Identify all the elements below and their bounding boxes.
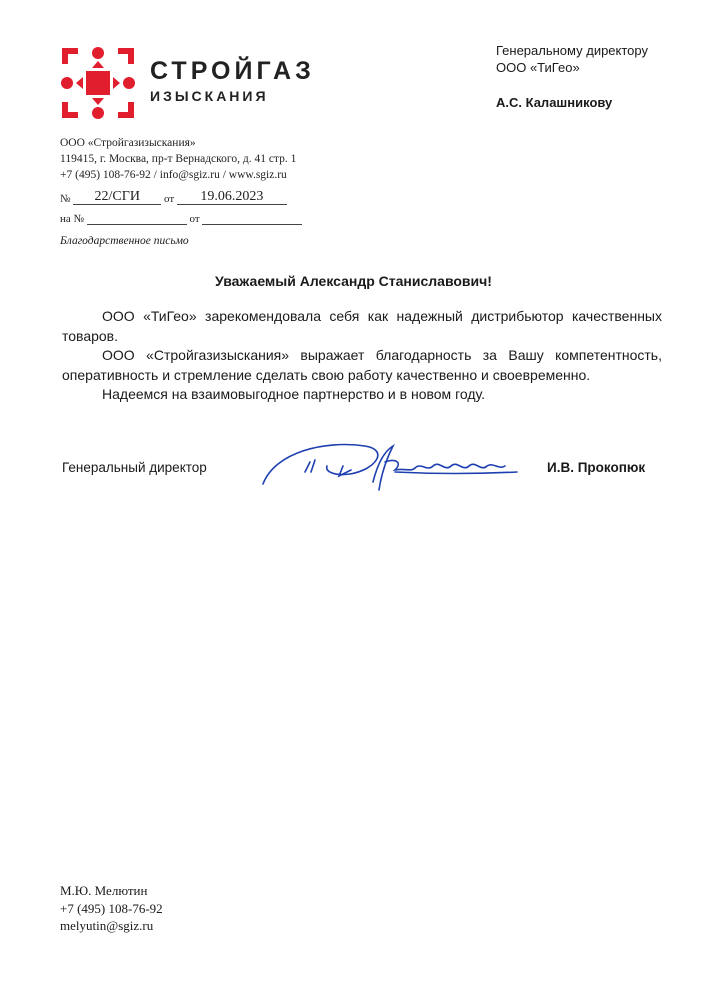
contact-name: М.Ю. Мелютин [60, 883, 148, 898]
addressee-company: ООО «ТиГео» [496, 60, 580, 75]
signer-name: И.В. Прокопюк [547, 460, 646, 475]
salutation: Уважаемый Александр Станиславович! [215, 273, 492, 289]
logo-line1: СТРОЙГАЗ [150, 57, 315, 85]
ref-date-label: от [189, 213, 200, 225]
outgoing-number-row [60, 190, 302, 210]
sender-company-info [60, 135, 296, 183]
letter-body [62, 307, 662, 405]
addressee-name: А.С. Калашникову [496, 95, 613, 110]
registration-fields [60, 190, 302, 230]
number-label: № [60, 193, 71, 205]
body-paragraph: Надеемся на взаимовыгодное партнерство и в новом году. [102, 386, 485, 402]
ref-number-blank [87, 210, 187, 225]
ref-label: на № [60, 213, 85, 225]
date-value: 19.06.2023 [177, 190, 287, 205]
contact-email: melyutin@sgiz.ru [60, 918, 154, 933]
logo-line2: ИЗЫСКАНИЯ [150, 88, 269, 104]
date-label: от [164, 193, 175, 205]
handwritten-signature-icon [255, 432, 525, 502]
contact-person-block [60, 882, 163, 935]
ref-date-blank [202, 210, 302, 225]
company-logo-icon [58, 44, 138, 122]
sender-company-name: ООО «Стройгазизыскания» [60, 137, 196, 149]
sender-address: 119415, г. Москва, пр-т Вернадского, д. 41 стр. 1 [60, 153, 297, 165]
addressee-position: Генеральному директору [496, 43, 648, 58]
signer-title: Генеральный директор [62, 460, 207, 475]
body-paragraph: ООО «ТиГео» зарекомендовала себя как надежный дистрибьютор качественных товаров. [62, 308, 662, 344]
letter-subject: Благодарственное письмо [60, 235, 189, 247]
reference-number-row [60, 210, 302, 230]
body-paragraph: ООО «Стройгазизыскания» выражает благодарность за Вашу компетентность, оперативность и стремление сделать свою работу качественно и своевременно. [62, 347, 662, 383]
logo-wordmark [150, 58, 315, 105]
sender-contacts: +7 (495) 108-76-92 / info@sgiz.ru / www.sgiz.ru [60, 169, 287, 181]
number-value: 22/СГИ [73, 190, 161, 205]
addressee-block [496, 42, 648, 111]
contact-phone: +7 (495) 108-76-92 [60, 900, 163, 916]
